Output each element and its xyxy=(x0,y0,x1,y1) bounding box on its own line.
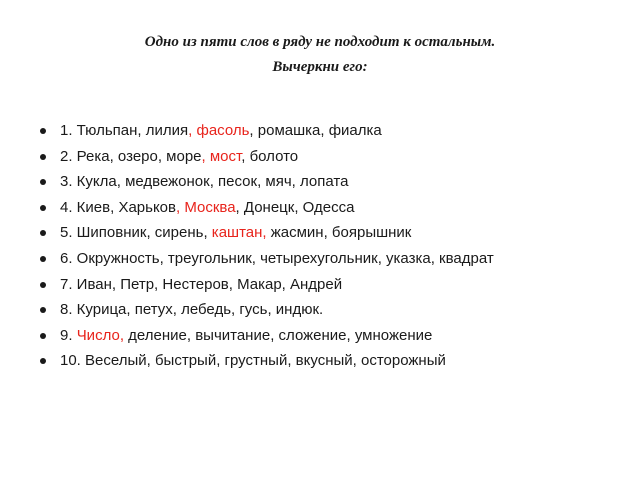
item-text: 4. Киев, Харьков xyxy=(60,198,176,216)
item-highlight: каштан, xyxy=(211,224,267,242)
item-highlight: , Москва xyxy=(176,198,236,216)
bullet-icon xyxy=(40,154,46,160)
bullet-icon xyxy=(40,179,46,185)
list-item xyxy=(38,323,628,349)
item-text-after: жасмин, боярышник xyxy=(266,224,412,242)
item-text-after: деление, вычитание, сложение, умножение xyxy=(124,326,433,344)
list-item xyxy=(38,144,628,170)
bullet-icon xyxy=(40,333,46,339)
item-highlight: , фасоль xyxy=(188,122,250,139)
bullet-icon xyxy=(40,128,46,134)
list-item xyxy=(38,220,628,246)
list-item xyxy=(38,118,628,144)
item-text-after: , ромашка, фиалка xyxy=(249,122,382,139)
bullet-icon xyxy=(40,358,46,364)
item-highlight: Число, xyxy=(76,326,124,344)
item-text: 5. Шиповник, сирень, xyxy=(60,224,212,242)
list-item xyxy=(38,297,628,323)
bullet-icon xyxy=(40,282,46,288)
title-line-1: Одно из пяти слов в ряду не подходит к остальным. xyxy=(144,34,496,50)
item-text: 2. Река, озеро, море xyxy=(60,147,202,165)
word-list xyxy=(38,118,628,374)
item-highlight: , мост xyxy=(201,147,242,165)
list-item xyxy=(38,272,628,298)
item-text: 9. xyxy=(60,326,77,344)
slide-title xyxy=(40,30,600,80)
item-text: 6. Окружность, треугольник, четырехугольник, указка, квадрат xyxy=(60,249,494,267)
title-line-2: Вычеркни его: xyxy=(272,59,368,75)
bullet-icon xyxy=(40,230,46,236)
list-item xyxy=(38,348,628,374)
item-text: 10. Веселый, быстрый, грустный, вкусный, осторожный xyxy=(60,352,446,370)
item-text: 7. Иван, Петр, Нестеров, Макар, Андрей xyxy=(60,275,343,293)
bullet-icon xyxy=(40,307,46,313)
item-text-after: , Донецк, Одесса xyxy=(235,198,355,216)
bullet-icon xyxy=(40,256,46,262)
list-item xyxy=(38,246,628,272)
item-text: 3. Кукла, медвежонок, песок, мяч, лопата xyxy=(60,173,349,191)
list-item xyxy=(38,169,628,195)
item-text: 8. Курица, петух, лебедь, гусь, индюк. xyxy=(60,301,324,319)
list-item xyxy=(38,195,628,221)
bullet-icon xyxy=(40,205,46,211)
item-text-after: , болото xyxy=(241,147,299,165)
item-text: 1. Тюльпан, лилия xyxy=(60,122,189,139)
